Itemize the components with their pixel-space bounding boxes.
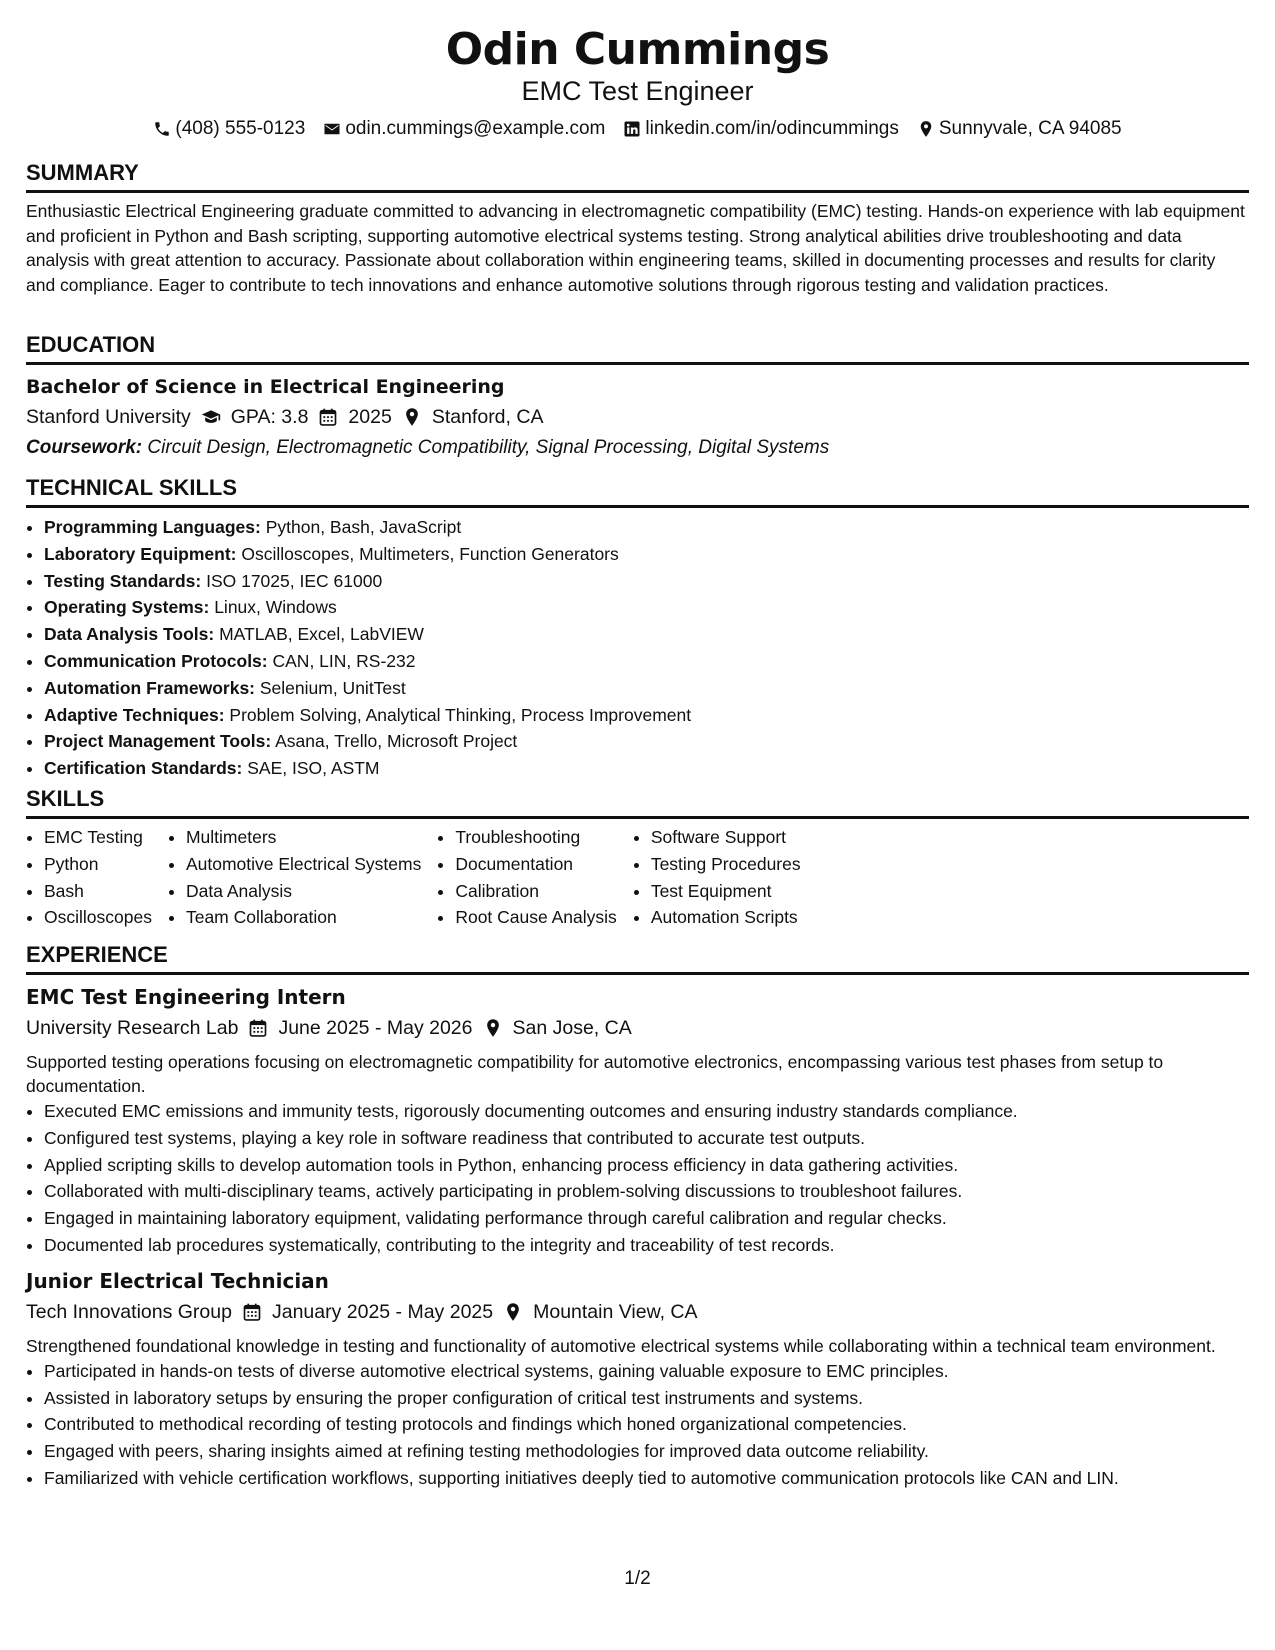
list-item: • Oscilloscopes [44, 904, 152, 931]
list-item: • Adaptive Techniques: Problem Solving, Analytical Thinking, Process Improvement [44, 702, 1249, 729]
job-meta [26, 1014, 1249, 1042]
list-item: • Team Collaboration [186, 904, 421, 931]
map-pin-icon [402, 407, 422, 427]
job-bullets [26, 1358, 1249, 1492]
contact-phone[interactable] [153, 116, 305, 142]
technical-skills-list [26, 514, 1249, 782]
list-item: • Programming Languages: Python, Bash, JavaScript [44, 514, 1249, 541]
summary-heading: SUMMARY [26, 160, 1249, 193]
job-entry [26, 1267, 1249, 1492]
job-title: EMC Test Engineering Intern [26, 985, 346, 1009]
skills-column [168, 824, 421, 931]
list-item: • Familiarized with vehicle certification workflows, supporting initiatives deeply tied to automotive communication protocols like CAN and LIN. [44, 1465, 1249, 1492]
job-description: Supported testing operations focusing on electromagnetic compatibility for automotive electronics, encompassing various test phases from setup to documentation. [26, 1052, 1164, 1096]
list-item: • Automotive Electrical Systems [186, 851, 421, 878]
location-text: Sunnyvale, CA 94085 [938, 118, 1122, 139]
list-item: • Documented lab procedures systematically, contributing to the integrity and traceability of test records. [44, 1232, 1249, 1259]
school-name: Stanford University [26, 406, 191, 428]
list-item: • Contributed to methodical recording of testing protocols and findings which honed organizational competencies. [44, 1411, 1249, 1438]
list-item: • Engaged with peers, sharing insights aimed at refining testing methodologies for improved data outcome reliability. [44, 1438, 1249, 1465]
resume-page [26, 0, 1249, 1488]
list-item: • Executed EMC emissions and immunity tests, rigorously documenting outcomes and ensuring industry standards compliance. [44, 1098, 1249, 1125]
graduation-year: 2025 [348, 406, 392, 428]
list-item: • Engaged in maintaining laboratory equipment, validating performance through careful calibration and regular checks. [44, 1205, 1249, 1232]
list-item: • Automation Scripts [651, 904, 801, 931]
graduation-cap-icon [201, 407, 221, 427]
job-dates: January 2025 - May 2025 [271, 1300, 494, 1323]
list-item: • Assisted in laboratory setups by ensuring the proper configuration of critical test instruments and systems. [44, 1385, 1249, 1412]
education-heading: EDUCATION [26, 332, 1249, 365]
phone-text: (408) 555-0123 [175, 118, 306, 139]
list-item: • Certification Standards: SAE, ISO, ASTM [44, 755, 1249, 782]
map-pin-icon [483, 1018, 503, 1038]
list-item: • Multimeters [186, 824, 421, 851]
contact-bar [26, 116, 1249, 142]
calendar-icon [248, 1018, 268, 1038]
candidate-name: Odin Cummings [445, 24, 830, 75]
linkedin-icon [623, 120, 641, 138]
phone-icon [153, 120, 171, 138]
list-item: • EMC Testing [44, 824, 152, 851]
education-section [26, 332, 1249, 462]
job-location: San Jose, CA [512, 1017, 632, 1039]
job-org: Tech Innovations Group [26, 1300, 232, 1323]
list-item: • Configured test systems, playing a key role in software readiness that contributed to accurate test outputs. [44, 1125, 1249, 1152]
education-meta [26, 403, 1249, 431]
candidate-title: EMC Test Engineer [521, 76, 754, 106]
map-pin-icon [503, 1302, 523, 1322]
list-item: • Root Cause Analysis [455, 904, 616, 931]
gpa-text: GPA: 3.8 [230, 406, 309, 428]
map-pin-icon [917, 120, 935, 138]
summary-text: Enthusiastic Electrical Engineering graduate committed to advancing in electromagnetic compatibility (EMC) testing. Hands-on experience with lab equipment and proficient in Python and Bash scripting, supporting automotive electrical systems testing. Strong analytical abilities drive troubleshooting and data analysis with great attention to accuracy. Passionate about collaboration within engineering teams, skilled in documenting processes and results for clarity and compliance. Eager to contribute to tech innovations and enhance automotive solutions through rigorous testing and validation practices. [26, 201, 1245, 295]
technical-skills-section [26, 475, 1249, 782]
experience-section [26, 942, 1249, 1492]
coursework [26, 434, 1249, 462]
list-item: • Laboratory Equipment: Oscilloscopes, Multimeters, Function Generators [44, 541, 1249, 568]
list-item: • Bash [44, 878, 152, 905]
list-item: • Participated in hands-on tests of diverse automotive electrical systems, gaining valuable exposure to EMC principles. [44, 1358, 1249, 1385]
contact-email[interactable] [323, 116, 605, 142]
skills-column [26, 824, 152, 931]
job-title: Junior Electrical Technician [26, 1268, 329, 1293]
contact-linkedin[interactable] [623, 116, 898, 142]
list-item: • Data Analysis Tools: MATLAB, Excel, LabVIEW [44, 621, 1249, 648]
list-item: • Communication Protocols: CAN, LIN, RS-232 [44, 648, 1249, 675]
list-item: • Data Analysis [186, 878, 421, 905]
experience-heading: EXPERIENCE [26, 942, 1249, 975]
summary-section [26, 160, 1249, 297]
list-item: • Testing Procedures [651, 851, 801, 878]
linkedin-text: linkedin.com/in/odincummings [645, 118, 899, 139]
technical-skills-heading: TECHNICAL SKILLS [26, 475, 1249, 508]
list-item: • Troubleshooting [455, 824, 616, 851]
job-bullets [26, 1098, 1249, 1259]
job-org: University Research Lab [26, 1017, 239, 1039]
page-number: 1/2 [624, 1568, 651, 1589]
degree-title: Bachelor of Science in Electrical Engineering [26, 376, 505, 398]
list-item: • Software Support [651, 824, 801, 851]
calendar-icon [242, 1302, 262, 1322]
coursework-label: Coursework: [26, 437, 143, 458]
calendar-icon [318, 407, 338, 427]
list-item: • Python [44, 851, 152, 878]
school-location: Stanford, CA [431, 406, 544, 428]
list-item: • Collaborated with multi-disciplinary teams, actively participating in problem-solving discussions to troubleshoot failures. [44, 1178, 1249, 1205]
skills-section [26, 786, 1249, 931]
list-item: • Documentation [455, 851, 616, 878]
skills-heading: SKILLS [26, 786, 1249, 819]
job-entry [26, 983, 1249, 1259]
email-text: odin.cummings@example.com [345, 118, 606, 139]
skills-column [633, 824, 801, 931]
list-item: • Automation Frameworks: Selenium, UnitTest [44, 675, 1249, 702]
envelope-icon [323, 120, 341, 138]
list-item: • Testing Standards: ISO 17025, IEC 61000 [44, 568, 1249, 595]
coursework-text: Circuit Design, Electromagnetic Compatibility, Signal Processing, Digital Systems [147, 437, 830, 458]
list-item: • Calibration [455, 878, 616, 905]
list-item: • Project Management Tools: Asana, Trello, Microsoft Project [44, 728, 1249, 755]
list-item: • Operating Systems: Linux, Windows [44, 594, 1249, 621]
job-dates: June 2025 - May 2026 [278, 1017, 473, 1039]
skills-column [437, 824, 616, 931]
list-item: • Test Equipment [651, 878, 801, 905]
list-item: • Applied scripting skills to develop automation tools in Python, enhancing process efficiency in data gathering activities. [44, 1152, 1249, 1179]
job-location: Mountain View, CA [533, 1300, 698, 1323]
job-description: Strengthened foundational knowledge in testing and functionality of automotive electrical systems while collaborating within a technical team environment. [26, 1335, 1216, 1356]
job-meta [26, 1298, 1249, 1326]
skills-grid [26, 824, 1249, 931]
contact-location [917, 116, 1122, 142]
